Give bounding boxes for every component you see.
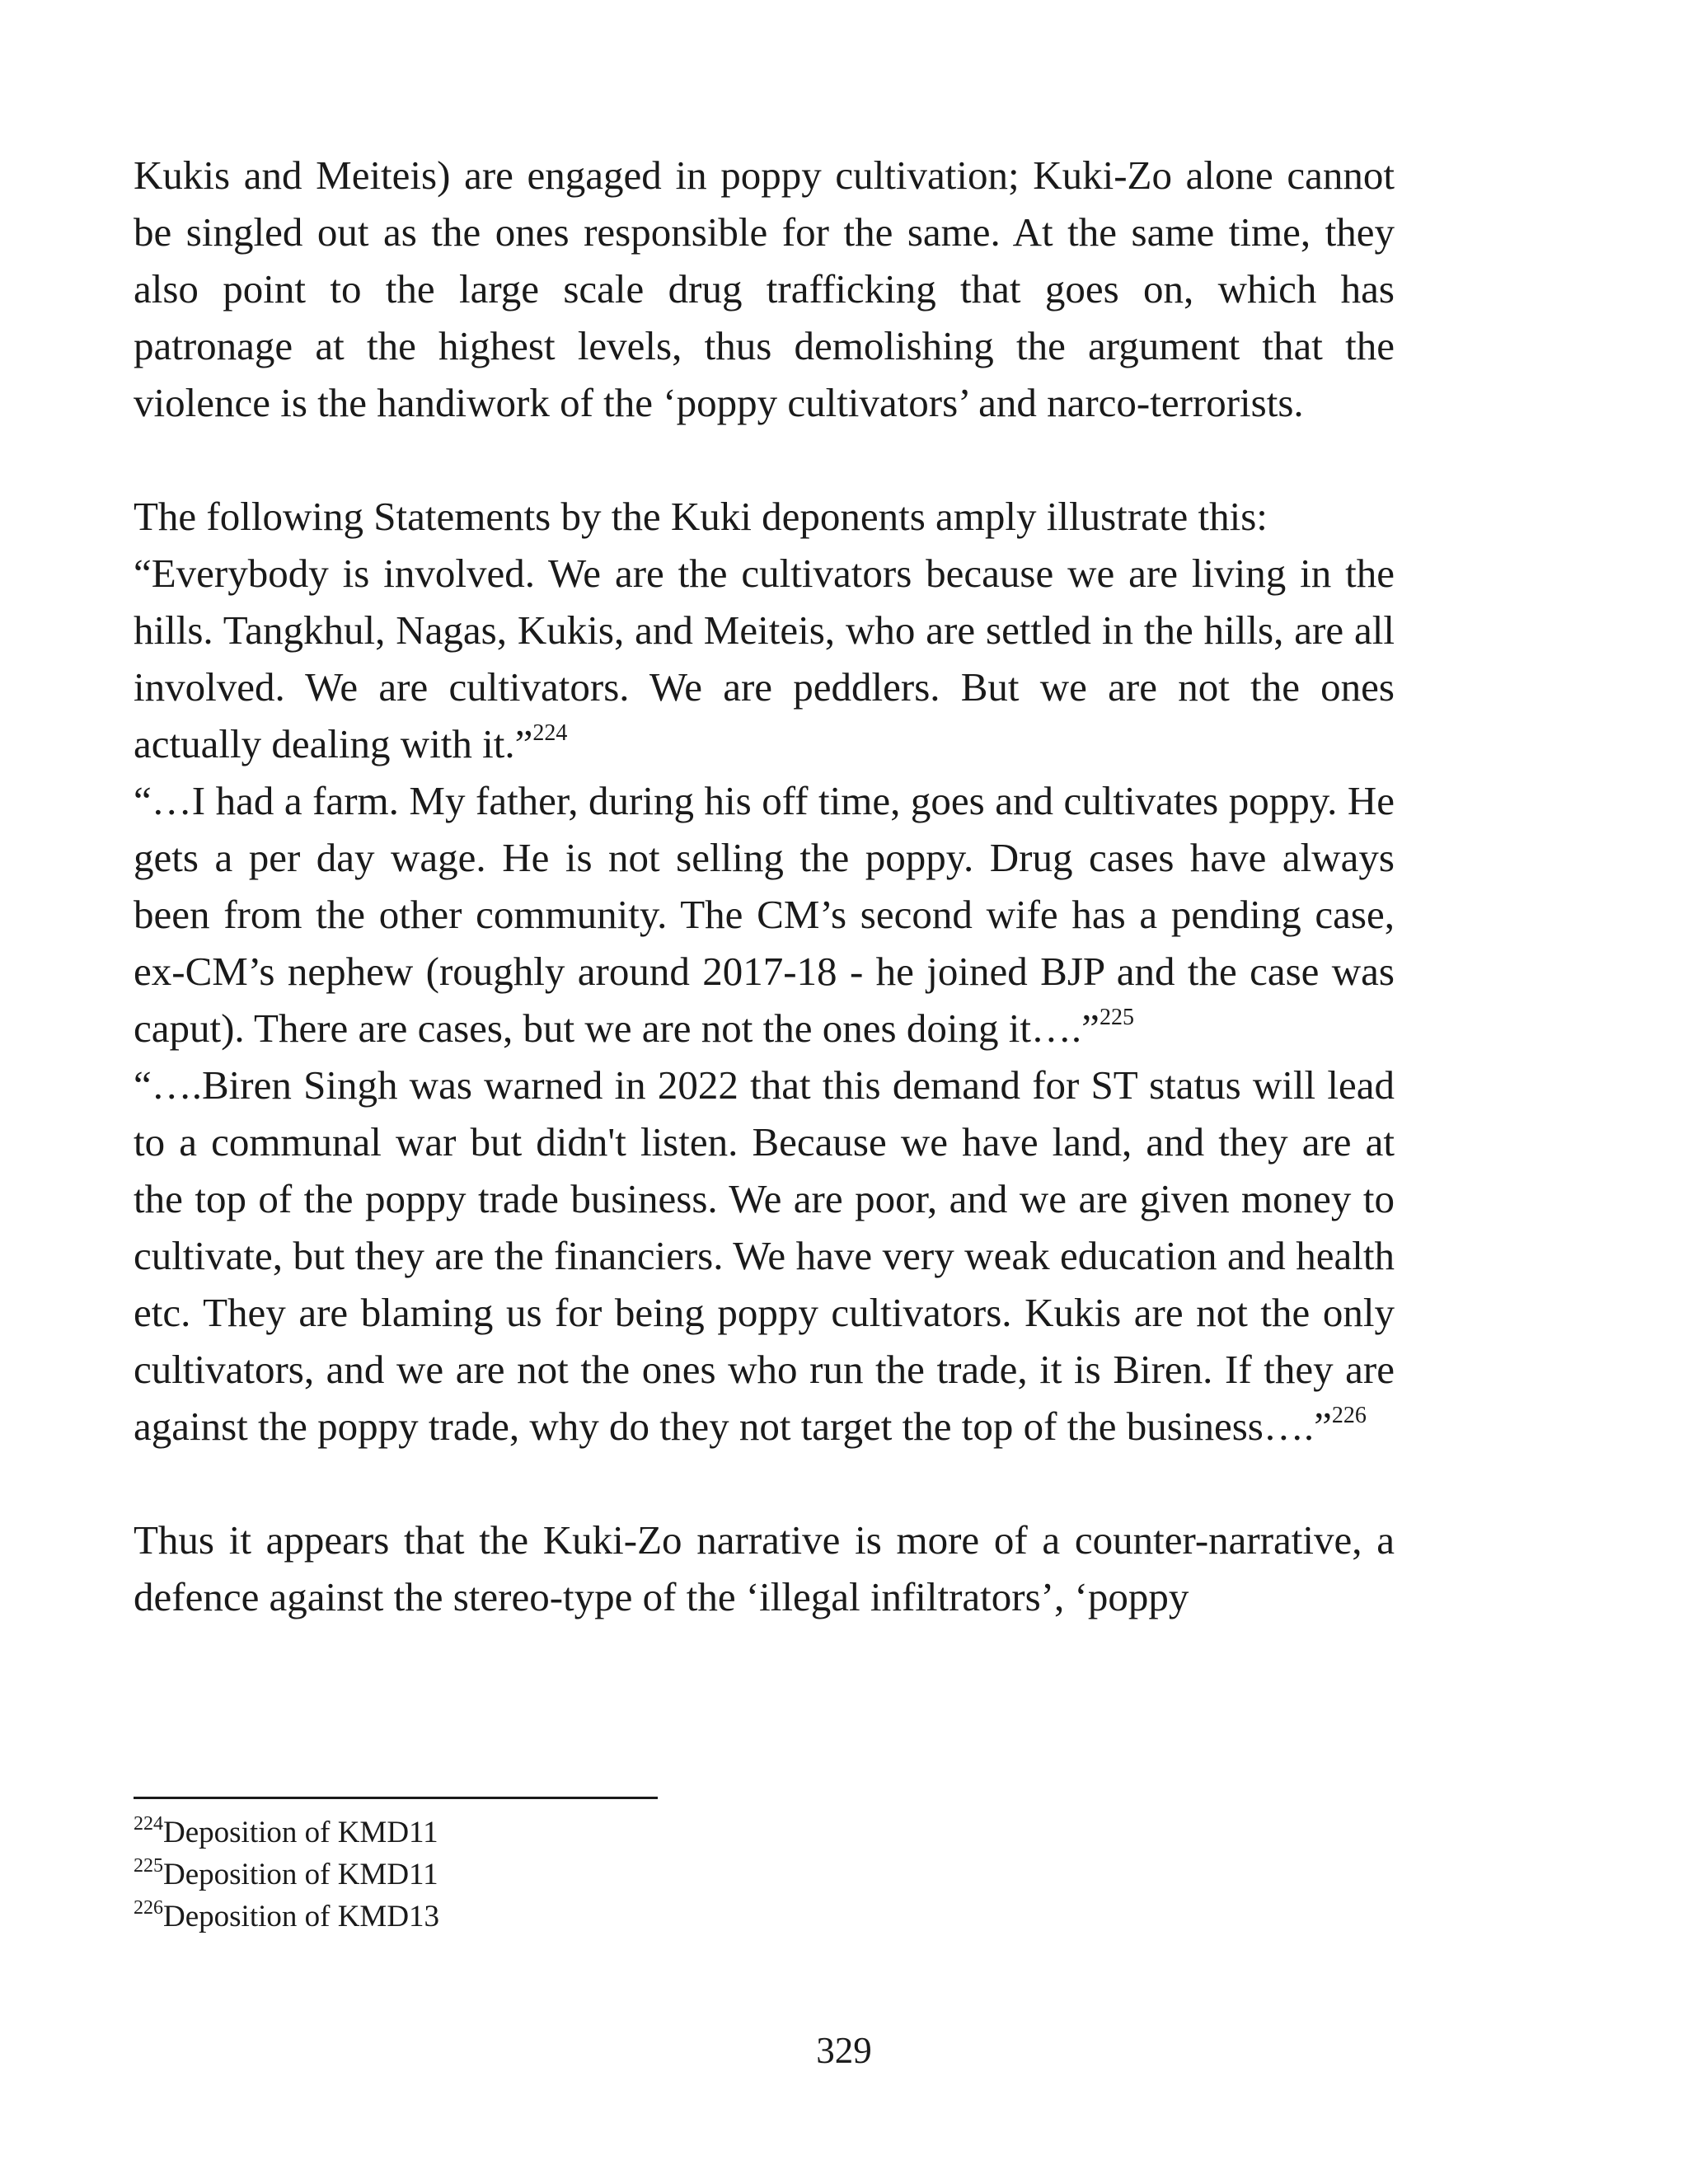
footnote-number: 226 xyxy=(134,1896,163,1919)
paragraph-intro: The following Statements by the Kuki deponents amply illustrate this: xyxy=(134,494,1268,539)
footnote-ref-226[interactable]: 226 xyxy=(1331,1402,1367,1428)
quote-3-text: “….Biren Singh was warned in 2022 that this demand for ST status will lead to a communal war but didn't listen. Because we have land, and they are at the top of the poppy trade business. We are poor, and we are given money to cultivate, but they are the financiers. We have very weak education and health etc. They are blaming us for being poppy cultivators. Kukis are not the only cultivators, and we are not the ones who run the trade, it is Biren. If they are against the poppy trade, why do they not target the top of the business….” xyxy=(134,1062,1395,1449)
quote-3 xyxy=(134,1057,1395,1455)
quote-1-text: “Everybody is involved. We are the cultivators because we are living in the hills. Tangkhul, Nagas, Kukis, and Meiteis, who are settled in the hills, are all involved. We are cultivators. We are peddlers. But we are not the ones actually dealing with it.” xyxy=(134,551,1395,766)
paragraph-conclusion: Thus it appears that the Kuki-Zo narrative is more of a counter-narrative, a defence against the stereo-type of the ‘illegal infiltrators’, ‘poppy xyxy=(134,1517,1395,1619)
footnote-number: 225 xyxy=(134,1854,163,1877)
footnote-224 xyxy=(134,1811,1395,1854)
paragraph-continuation: Kukis and Meiteis) are engaged in poppy cultivation; Kuki-Zo alone cannot be singled out as the ones responsible for the same. At the same time, they also point to the large scale drug trafficking that goes on, which has patronage at the highest levels, thus demolishing the argument that the violence is the handiwork of the ‘poppy cultivators’ and narco-terrorists. xyxy=(134,152,1395,425)
paragraph-gap xyxy=(134,1455,1395,1511)
footnote-divider xyxy=(134,1797,658,1799)
quote-2 xyxy=(134,772,1395,1057)
footnote-ref-225[interactable]: 225 xyxy=(1099,1004,1134,1030)
footnotes xyxy=(134,1811,1395,1938)
page-number: 329 xyxy=(816,2030,872,2071)
footnote-text: Deposition of KMD11 xyxy=(163,1816,438,1849)
footnote-text: Deposition of KMD11 xyxy=(163,1858,438,1891)
quote-1 xyxy=(134,545,1395,772)
footnote-text: Deposition of KMD13 xyxy=(163,1900,440,1933)
paragraph-gap xyxy=(134,431,1395,488)
footnote-226 xyxy=(134,1896,1395,1938)
footnote-225 xyxy=(134,1854,1395,1896)
quote-2-text: “…I had a farm. My father, during his off time, goes and cultivates poppy. He gets a per day wage. He is not selling the poppy. Drug cases have always been from the other community. The CM’s second wife has a pending case, ex-CM’s nephew (roughly around 2017-18 - he joined BJP and the case was caput). There are cases, but we are not the ones doing it….” xyxy=(134,778,1395,1051)
footnote-ref-224[interactable]: 224 xyxy=(532,719,568,746)
page-body xyxy=(134,147,1395,1625)
footnote-number: 224 xyxy=(134,1812,163,1835)
